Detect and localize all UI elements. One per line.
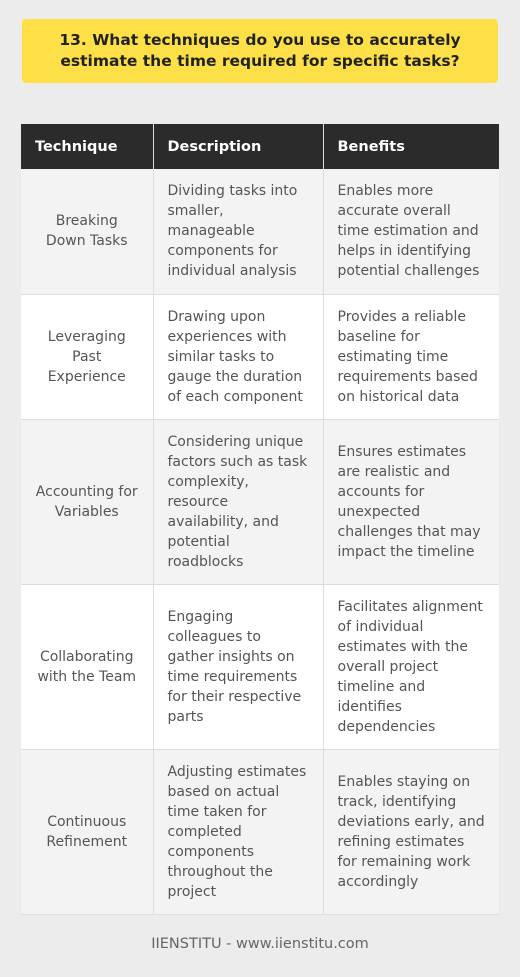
- description-cell: Engaging colleagues to gather insights on time requirements for their respective parts: [153, 584, 323, 749]
- benefits-cell: Ensures estimates are realistic and accounts for unexpected challenges that may impact the timeline: [323, 419, 499, 584]
- table-row: [21, 584, 499, 749]
- benefits-cell: Enables staying on track, identifying deviations early, and refining estimates for remaining work accordingly: [323, 749, 499, 914]
- header-benefits: Benefits: [323, 124, 499, 169]
- description-cell: Considering unique factors such as task complexity, resource availability, and potential roadblocks: [153, 419, 323, 584]
- table-row: [21, 419, 499, 584]
- footer-credit: IIENSTITU - www.iienstitu.com: [151, 936, 369, 952]
- description-cell: Adjusting estimates based on actual time taken for completed components throughout the project: [153, 749, 323, 914]
- table-row: [21, 749, 499, 914]
- techniques-table: [21, 124, 499, 915]
- technique-cell: Collaborating with the Team: [21, 584, 153, 749]
- table-header-row: [21, 124, 499, 169]
- benefits-cell: Enables more accurate overall time estimation and helps in identifying potential challenges: [323, 169, 499, 294]
- description-cell: Dividing tasks into smaller, manageable components for individual analysis: [153, 169, 323, 294]
- table-row: [21, 294, 499, 419]
- technique-cell: Leveraging Past Experience: [21, 294, 153, 419]
- header-technique: Technique: [21, 124, 153, 169]
- benefits-cell: Facilitates alignment of individual estimates with the overall project timeline and identifies dependencies: [323, 584, 499, 749]
- table-row: [21, 169, 499, 294]
- description-cell: Drawing upon experiences with similar tasks to gauge the duration of each component: [153, 294, 323, 419]
- technique-cell: Breaking Down Tasks: [21, 169, 153, 294]
- technique-cell: Accounting for Variables: [21, 419, 153, 584]
- technique-cell: Continuous Refinement: [21, 749, 153, 914]
- title-banner: [22, 19, 498, 83]
- page-title: 13. What techniques do you use to accurately estimate the time required for specific tasks?: [59, 31, 461, 70]
- header-description: Description: [153, 124, 323, 169]
- benefits-cell: Provides a reliable baseline for estimating time requirements based on historical data: [323, 294, 499, 419]
